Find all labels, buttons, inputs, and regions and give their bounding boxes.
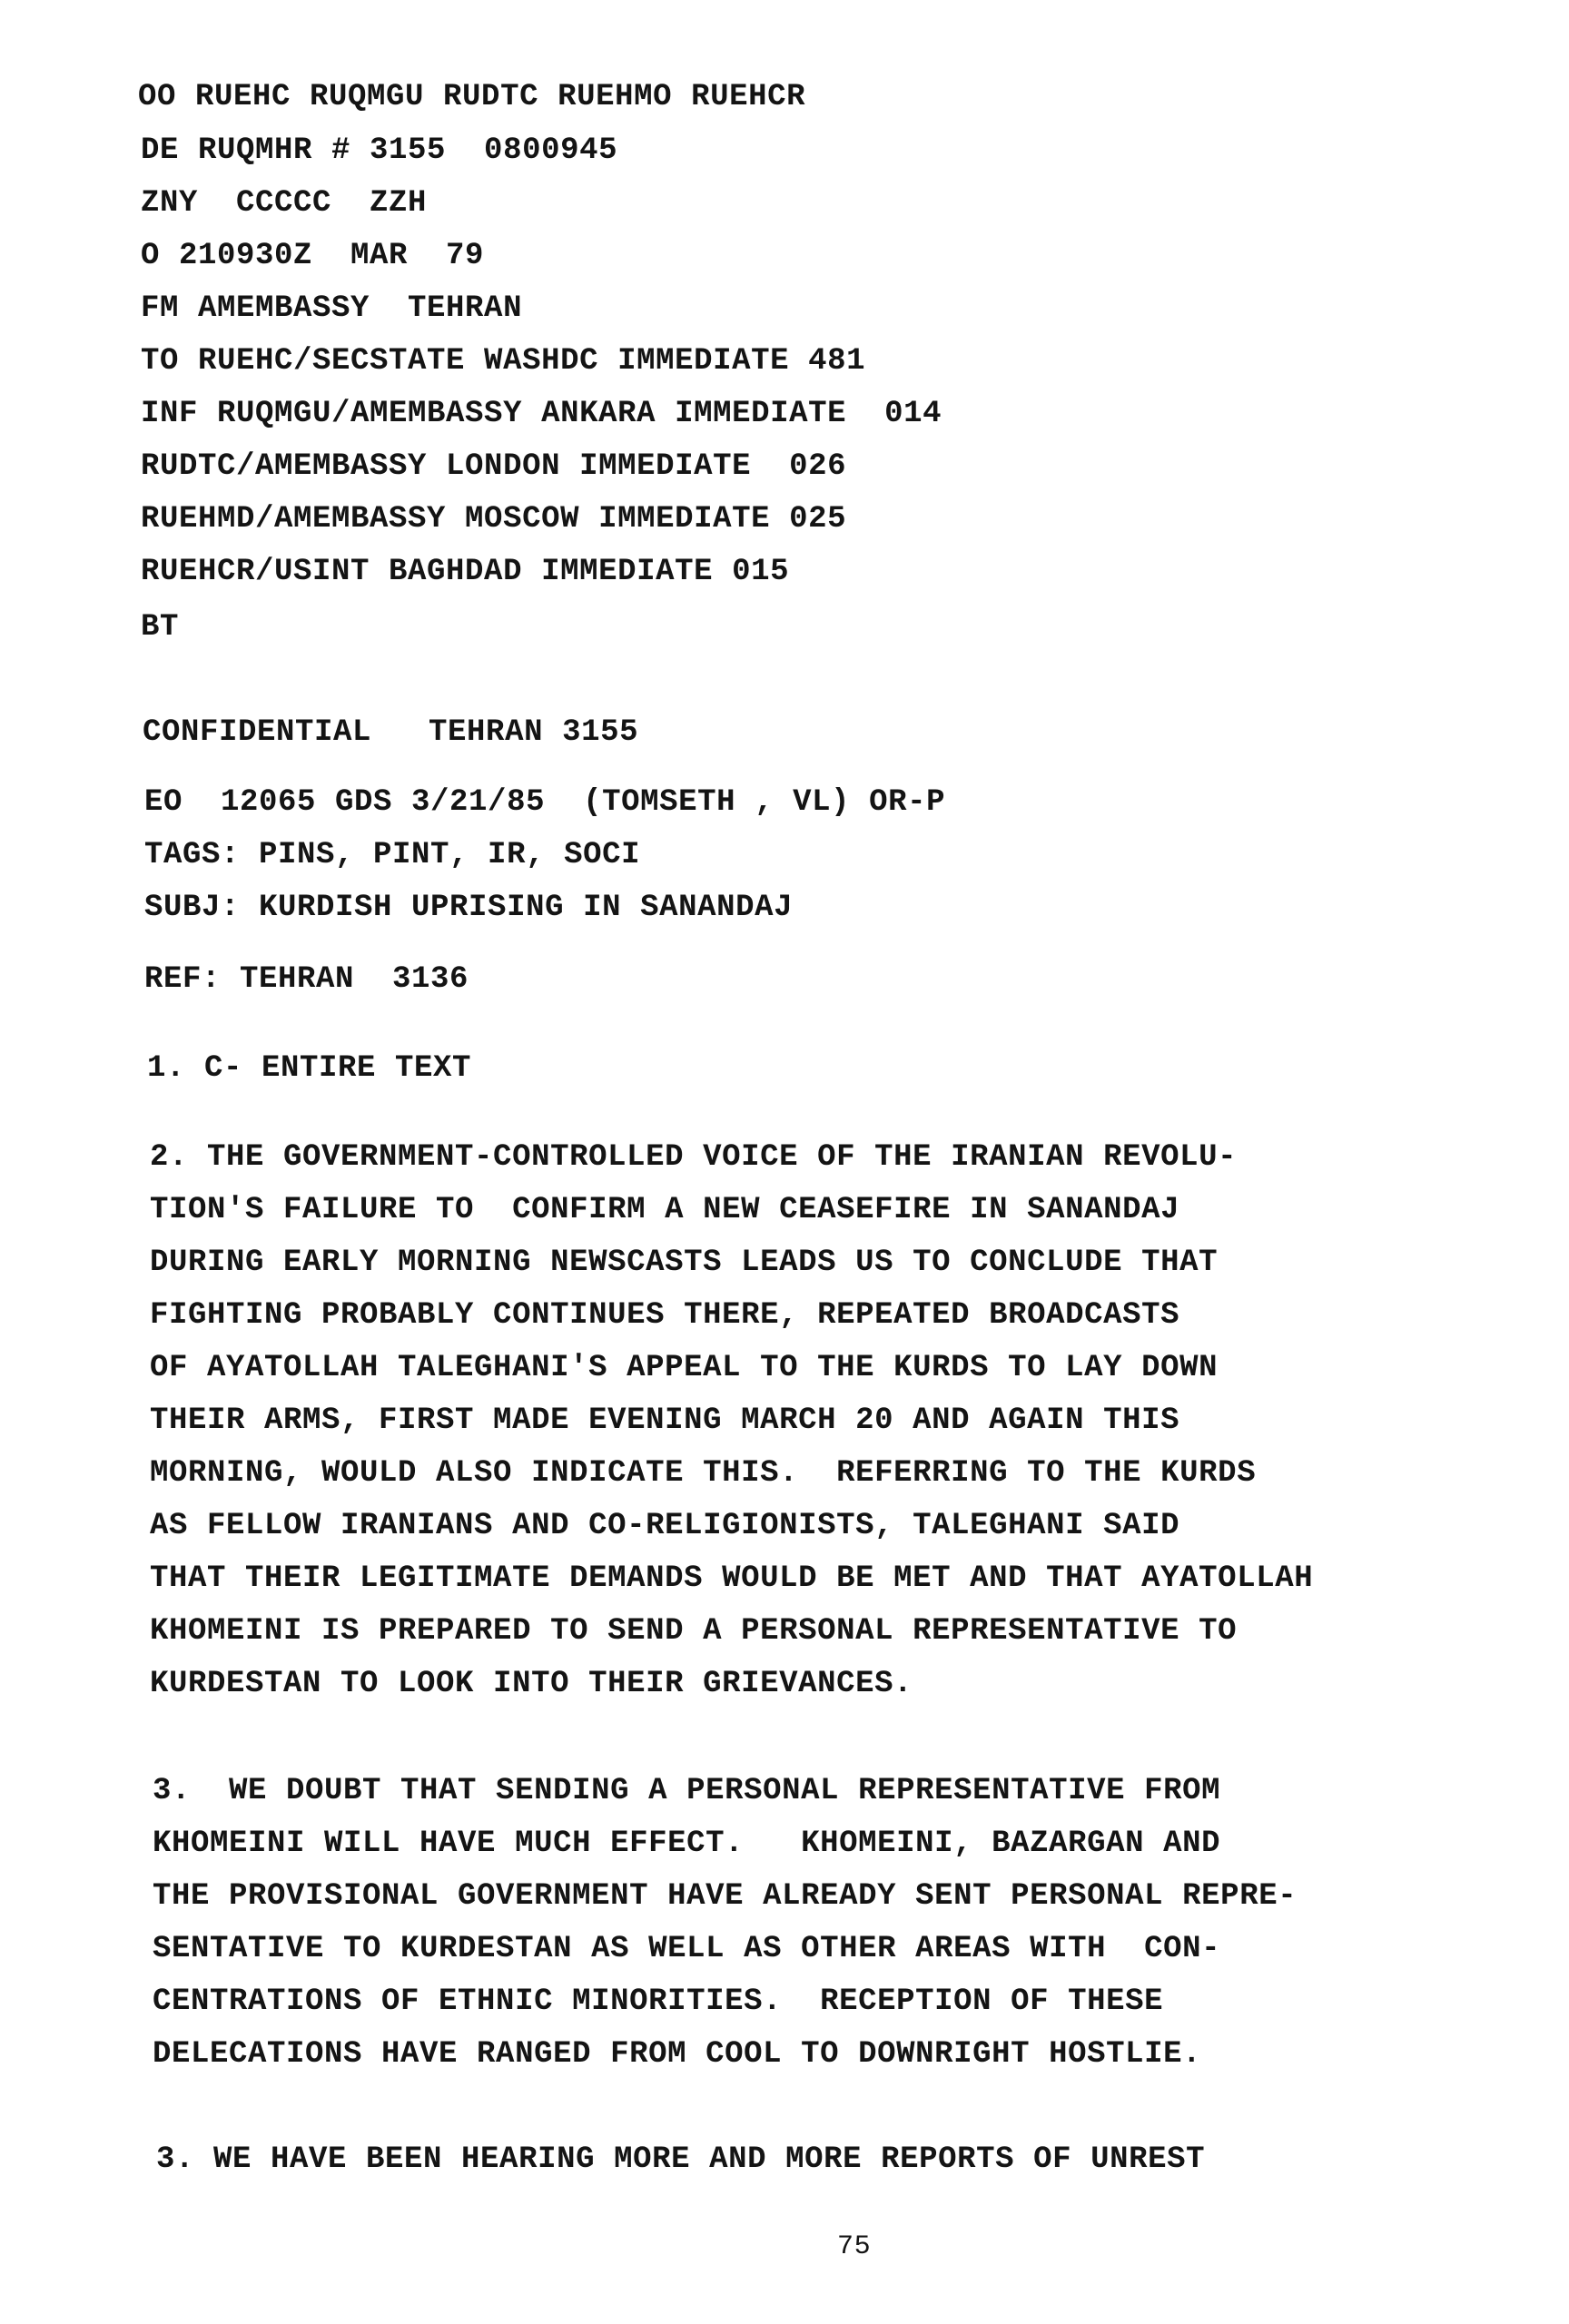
tags-line: TAGS: PINS, PINT, IR, SOCI <box>144 838 641 872</box>
paragraph-line: KURDESTAN TO LOOK INTO THEIR GRIEVANCES. <box>150 1667 913 1701</box>
routing-line: RUDTC/AMEMBASSY LONDON IMMEDIATE 026 <box>141 449 847 484</box>
routing-line: O 210930Z MAR 79 <box>141 239 485 273</box>
routing-line: DE RUQMHR # 3155 0800945 <box>141 133 618 168</box>
paragraph-line: 1. C- ENTIRE TEXT <box>147 1051 472 1086</box>
paragraph-line: FIGHTING PROBABLY CONTINUES THERE, REPEATED BROADCASTS <box>150 1298 1180 1333</box>
subject-line: SUBJ: KURDISH UPRISING IN SANANDAJ <box>144 891 794 925</box>
paragraph-line: OF AYATOLLAH TALEGHANI'S APPEAL TO THE KURDS TO LAY DOWN <box>150 1351 1219 1385</box>
routing-line: BT <box>141 610 180 645</box>
paragraph-line: 2. THE GOVERNMENT-CONTROLLED VOICE OF THE IRANIAN REVOLU- <box>150 1140 1238 1175</box>
routing-line: ZNY CCCCC ZZH <box>141 186 428 221</box>
paragraph-line: CENTRATIONS OF ETHNIC MINORITIES. RECEPTION OF THESE <box>153 1984 1164 2019</box>
routing-line: FM AMEMBASSY TEHRAN <box>141 291 523 326</box>
routing-line: RUEHMD/AMEMBASSY MOSCOW IMMEDIATE 025 <box>141 502 847 537</box>
paragraph-line: 3. WE DOUBT THAT SENDING A PERSONAL REPRESENTATIVE FROM <box>153 1774 1221 1808</box>
paragraph-line: THE PROVISIONAL GOVERNMENT HAVE ALREADY SENT PERSONAL REPRE- <box>153 1879 1298 1914</box>
eo-line: EO 12065 GDS 3/21/85 (TOMSETH , VL) OR-P <box>144 785 946 820</box>
paragraph-line: AS FELLOW IRANIANS AND CO-RELIGIONISTS, TALEGHANI SAID <box>150 1509 1180 1543</box>
paragraph-line: TION'S FAILURE TO CONFIRM A NEW CEASEFIRE IN SANANDAJ <box>150 1193 1180 1227</box>
paragraph-line: THAT THEIR LEGITIMATE DEMANDS WOULD BE MET AND THAT AYATOLLAH <box>150 1561 1314 1596</box>
routing-line: OO RUEHC RUQMGU RUDTC RUEHMO RUEHCR <box>138 80 806 114</box>
paragraph-line: DELECATIONS HAVE RANGED FROM COOL TO DOWNRIGHT HOSTLIE. <box>153 2037 1202 2072</box>
paragraph-line: KHOMEINI WILL HAVE MUCH EFFECT. KHOMEINI, BAZARGAN AND <box>153 1827 1221 1861</box>
page-number: 75 <box>837 2231 872 2262</box>
paragraph-line: 3. WE HAVE BEEN HEARING MORE AND MORE REPORTS OF UNREST <box>156 2142 1206 2177</box>
classification-line: CONFIDENTIAL TEHRAN 3155 <box>143 715 639 750</box>
routing-line: TO RUEHC/SECSTATE WASHDC IMMEDIATE 481 <box>141 344 866 379</box>
routing-line: RUEHCR/USINT BAGHDAD IMMEDIATE 015 <box>141 555 790 589</box>
paragraph-line: SENTATIVE TO KURDESTAN AS WELL AS OTHER AREAS WITH CON- <box>153 1932 1221 1966</box>
paragraph-line: MORNING, WOULD ALSO INDICATE THIS. REFERRING TO THE KURDS <box>150 1456 1257 1491</box>
routing-line: INF RUQMGU/AMEMBASSY ANKARA IMMEDIATE 014 <box>141 397 942 431</box>
paragraph-line: KHOMEINI IS PREPARED TO SEND A PERSONAL REPRESENTATIVE TO <box>150 1614 1238 1649</box>
paragraph-line: DURING EARLY MORNING NEWSCASTS LEADS US TO CONCLUDE THAT <box>150 1246 1219 1280</box>
reference-line: REF: TEHRAN 3136 <box>144 962 469 997</box>
paragraph-line: THEIR ARMS, FIRST MADE EVENING MARCH 20 AND AGAIN THIS <box>150 1403 1180 1438</box>
